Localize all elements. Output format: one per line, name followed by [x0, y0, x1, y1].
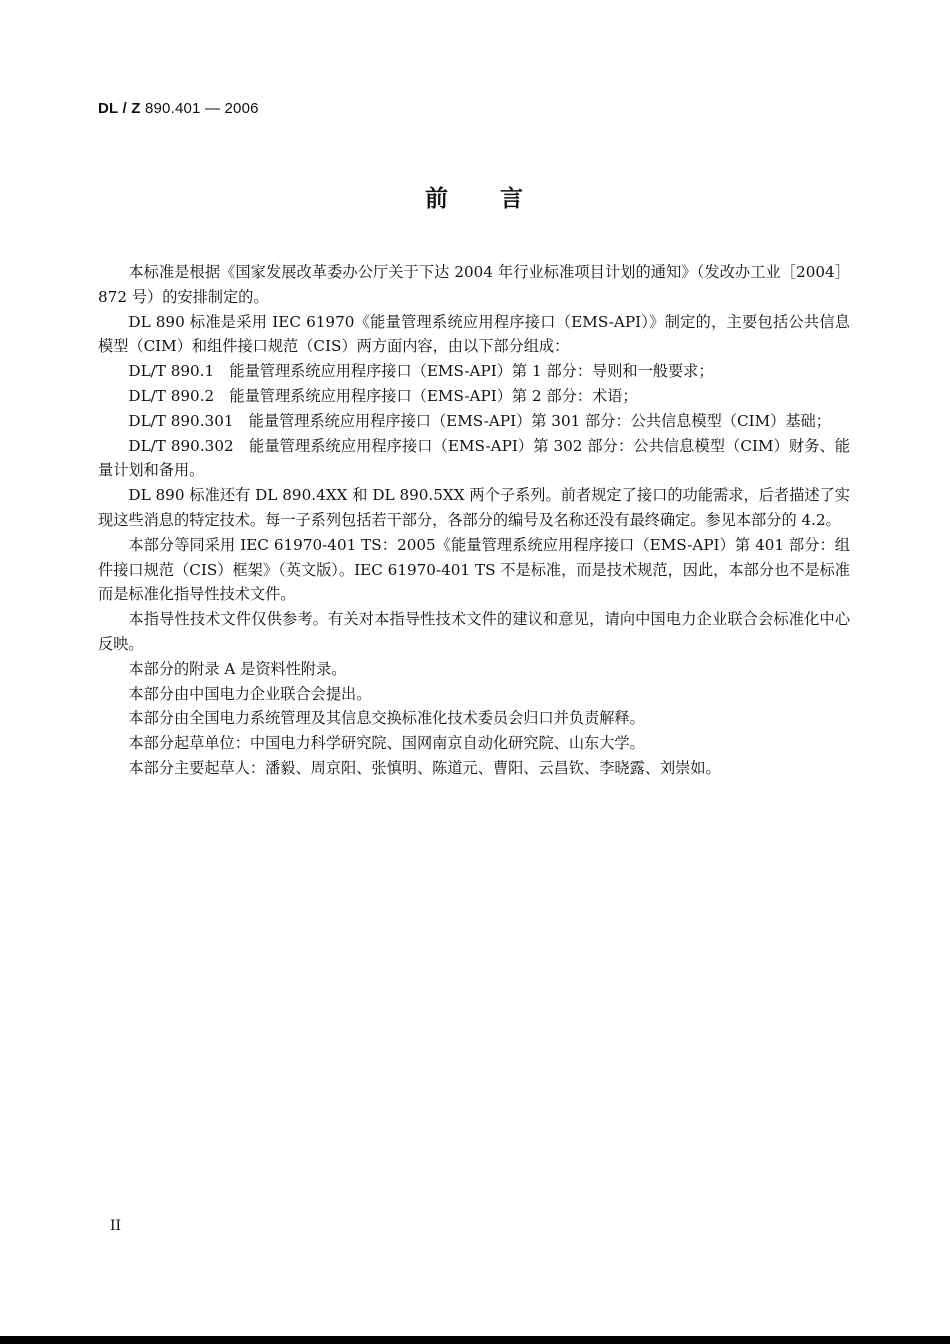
paragraph: 本部分起草单位：中国电力科学研究院、国网南京自动化研究院、山东大学。: [128, 734, 645, 753]
document-code-number: 890.401 — 2006: [140, 100, 259, 117]
document-code-prefix: DL / Z: [98, 100, 141, 117]
paragraph: DL 890 标准还有 DL 890.4XX 和 DL 890.5XX 两个子系列。前者规定了接口的功能需求，后者描述了实现这些消息的特定技术。每一子系列包括若干部分，各部分的编号及名称还没有最终确定。参见本部分的 4.2。: [98, 486, 850, 529]
bottom-border: [0, 1336, 950, 1344]
paragraph: DL/T 890.2 能量管理系统应用程序接口（EMS-API）第 2 部分：术语；: [128, 386, 638, 405]
paragraph: 本指导性技术文件仅供参考。有关对本指导性技术文件的建议和意见，请向中国电力企业联合会标准化中心反映。: [98, 610, 850, 653]
paragraph: 本标准是根据《国家发展改革委办公厅关于下达 2004 年行业标准项目计划的通知》（发改办工业［2004］872 号）的安排制定的。: [98, 263, 850, 306]
paragraph: DL/T 890.1 能量管理系统应用程序接口（EMS-API）第 1 部分：导则和一般要求；: [128, 362, 714, 381]
foreword-body: [98, 260, 850, 781]
paragraph: DL/T 890.302 能量管理系统应用程序接口（EMS-API）第 302 部分：公共信息模型（CIM）财务、能量计划和备用。: [98, 436, 850, 480]
paragraph: 本部分由全国电力系统管理及其信息交换标准化技术委员会归口并负责解释。: [128, 709, 645, 728]
document-code: [98, 100, 259, 117]
page-number: II: [110, 1218, 122, 1234]
paragraph: 本部分主要起草人：潘毅、周京阳、张慎明、陈道元、曹阳、云昌钦、李晓露、刘崇如。: [128, 758, 721, 777]
paragraph: DL/T 890.301 能量管理系统应用程序接口（EMS-API）第 301 部分：公共信息模型（CIM）基础；: [128, 411, 831, 430]
paragraph: 本部分由中国电力企业联合会提出。: [128, 684, 372, 703]
paragraph: 本部分等同采用 IEC 61970-401 TS：2005《能量管理系统应用程序接口（EMS-API）第 401 部分：组件接口规范（CIS）框架》（英文版）。IEC 61970-401 TS 不是标准，而是技术规范，因此，本部分也不是标准而是标准化指导性技术文件。: [98, 535, 850, 604]
paragraph: 本部分的附录 A 是资料性附录。: [128, 659, 347, 678]
paragraph: DL 890 标准是采用 IEC 61970《能量管理系统应用程序接口（EMS-API）》制定的，主要包括公共信息模型（CIM）和组件接口规范（CIS）两方面内容，由以下部分组成：: [98, 312, 850, 356]
page-title: 前 言: [425, 186, 525, 212]
